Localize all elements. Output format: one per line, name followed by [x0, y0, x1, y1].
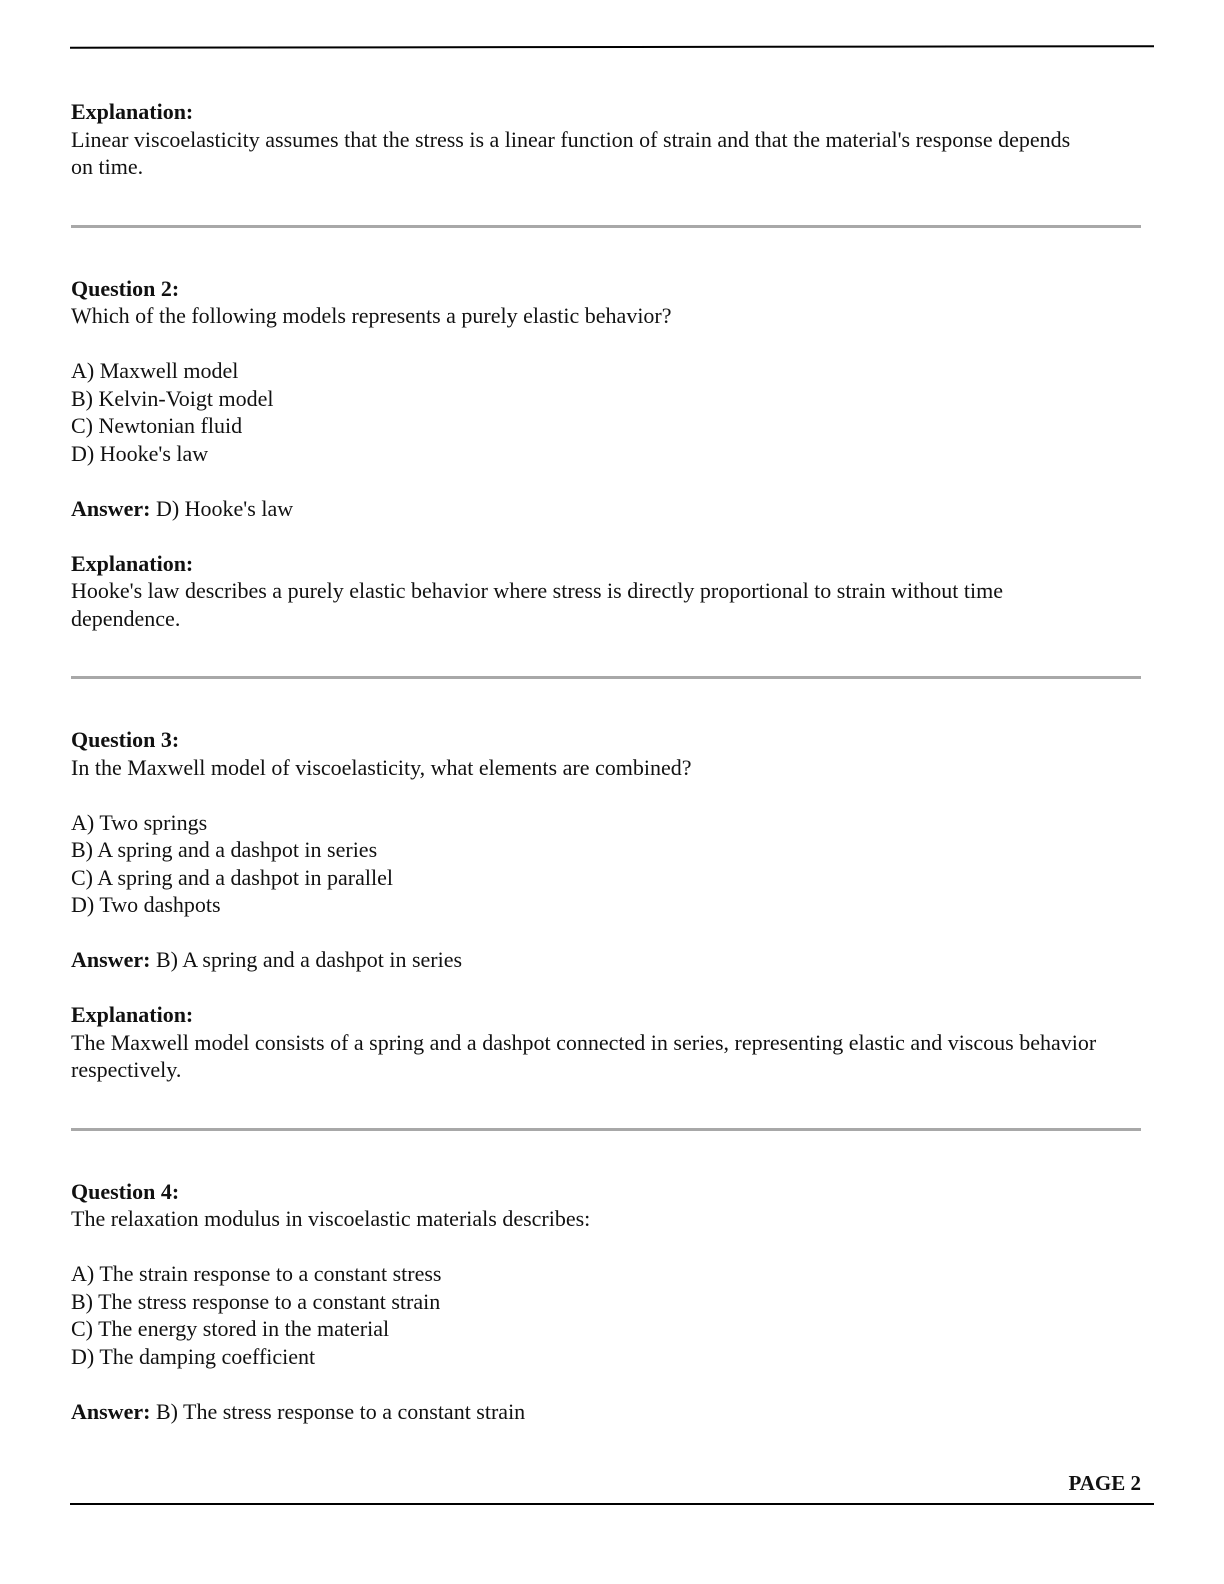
- answer-line: [71, 1398, 1151, 1426]
- question-block-4: [71, 1178, 1151, 1426]
- page-number: PAGE 2: [1068, 1471, 1141, 1495]
- answer-text: D) Hooke's law: [150, 495, 294, 521]
- option-a: A) Maxwell model: [71, 358, 239, 383]
- question-text: Which of the following models represents a purely elastic behavior?: [71, 303, 672, 328]
- explanation-text: The Maxwell model consists of a spring and a dashpot connected in series, representing elastic and viscous behavior respectively.: [71, 1029, 1097, 1082]
- option-c: C) Newtonian fluid: [71, 413, 243, 438]
- option-b: B) The stress response to a constant strain: [71, 1288, 441, 1314]
- answer-label: Answer:: [71, 947, 151, 972]
- answer-label: Answer:: [71, 1398, 151, 1424]
- footer-rule: [70, 1503, 1154, 1505]
- option-d: D) Two dashpots: [71, 892, 221, 917]
- option-c: C) A spring and a dashpot in parallel: [71, 864, 393, 890]
- answer-label: Answer:: [71, 495, 151, 521]
- answer-text: B) A spring and a dashpot in series: [150, 947, 463, 972]
- option-d: D) Hooke's law: [71, 440, 209, 466]
- question-label: Question 3:: [71, 727, 180, 752]
- explanation-label: Explanation:: [71, 99, 194, 124]
- question-label: Question 4:: [71, 1178, 180, 1204]
- page-content: [71, 98, 1151, 1425]
- question-text: In the Maxwell model of viscoelasticity, what elements are combined?: [71, 754, 692, 780]
- option-a: A) The strain response to a constant stress: [71, 1261, 442, 1286]
- question-text: The relaxation modulus in viscoelastic materials describes:: [71, 1206, 591, 1231]
- question-block-2: [71, 275, 1151, 633]
- explanation-text: Hooke's law describes a purely elastic behavior where stress is directly proportional to strain without time dependence.: [71, 578, 1003, 631]
- option-b: B) Kelvin-Voigt model: [71, 385, 274, 411]
- explanation-label: Explanation:: [71, 1002, 194, 1027]
- answer-text: B) The stress response to a constant strain: [150, 1398, 526, 1424]
- header-rule: [70, 45, 1154, 49]
- explanation-label: Explanation:: [71, 550, 194, 576]
- option-b: B) A spring and a dashpot in series: [71, 837, 378, 862]
- answer-line: [71, 946, 1151, 974]
- answer-line: [71, 495, 1151, 523]
- option-d: D) The damping coefficient: [71, 1343, 316, 1369]
- question-label: Question 2:: [71, 275, 180, 301]
- option-a: A) Two springs: [71, 809, 208, 835]
- option-c: C) The energy stored in the material: [71, 1316, 390, 1341]
- explanation-text: Linear viscoelasticity assumes that the stress is a linear function of strain and that the material's response depends on time.: [71, 126, 1071, 179]
- question-block-3: [71, 726, 1151, 1084]
